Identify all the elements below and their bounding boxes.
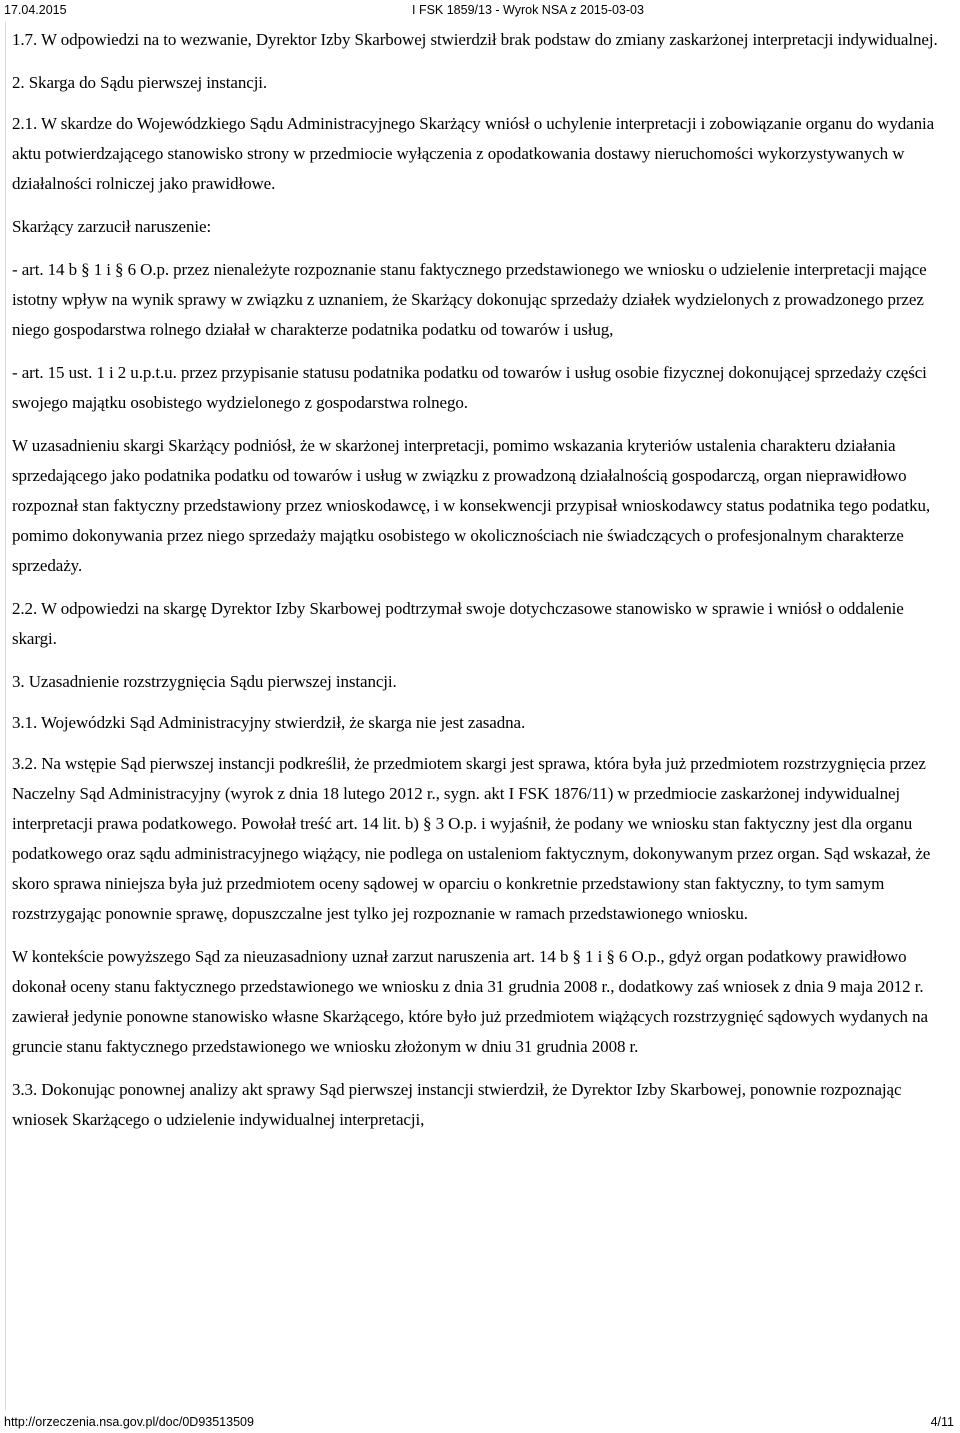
document-title: I FSK 1859/13 - Wyrok NSA z 2015-03-03 — [412, 3, 644, 17]
paragraph-3-2: 3.2. Na wstępie Sąd pierwszej instancji podkreślił, że przedmiotem skargi jest sprawa, która była już przedmiotem rozstrzygnięcia przez Naczelny Sąd Administracyjny (wyrok z dnia 18 lutego 2012 r., sygn. akt I FSK 1876/11) w przedmiocie zaskarżonej indywidualnej interpretacji prawa podatkowego. Powołał treść art. 14 lit. b) § 3 O.p. i wyjaśnił, że podany we wniosku stan faktyczny jest dla organu podatkowego oraz sądu administracyjnego wiążący, nie podlega on ustaleniom faktycznym, dokonywanym przez organ. Sąd wskazał, że skoro sprawa niniejsza była już przedmiotem oceny sądowej w oparciu o konkretnie przedstawiony stan faktyczny, to tym samym rozstrzygając ponownie sprawę, dopuszczalne jest tylko jej rozpoznanie w ramach przedstawionego wniosku. — [12, 754, 931, 923]
document-body — [12, 25, 942, 1148]
paragraph-charge-1: - art. 14 b § 1 i § 6 O.p. przez nienależyte rozpoznanie stanu faktycznego przedstawionego we wniosku o udzielenie interpretacji mające istotny wpływ na wynik sprawy w związku z uznaniem, że Skarżący dokonując sprzedaży działek wydzielonych z prowadzonego przez niego gospodarstwa rolnego działał w charakterze podatnika podatku od towarów i usług, — [12, 260, 927, 339]
print-footer — [4, 1414, 954, 1432]
print-date: 17.04.2015 — [4, 3, 67, 17]
paragraph-context: W kontekście powyższego Sąd za nieuzasadniony uznał zarzut naruszenia art. 14 b § 1 i § 6 O.p., gdyż organ podatkowy prawidłowo dokonał oceny stanu faktycznego przedstawionego we wniosku z dnia 31 grudnia 2008 r., dodatkowy zaś wniosek z dnia 9 maja 2012 r. zawierał jedynie ponowne stanowisko własne Skarżącego, które było już przedmiotem wiążących rozstrzygnięć sądowych wydanych na gruncie stanu faktycznego przedstawionego we wniosku złożonym w dniu 31 grudnia 2008 r. — [12, 947, 928, 1056]
paragraph-3-1: 3.1. Wojewódzki Sąd Administracyjny stwierdził, że skarga nie jest zasadna. — [12, 713, 526, 732]
paragraph-2-2: 2.2. W odpowiedzi na skargę Dyrektor Izby Skarbowej podtrzymał swoje dotychczasowe stanowisko w sprawie i wniósł o oddalenie skargi. — [12, 599, 904, 648]
print-header — [4, 2, 954, 20]
paragraph-2-1: 2.1. W skardze do Wojewódzkiego Sądu Administracyjnego Skarżący wniósł o uchylenie interpretacji i zobowiązanie organu do wydania aktu potwierdzającego stanowisko strony w przedmiocie wyłączenia z opodatkowania dostawy nieruchomości wykorzystywanych w działalności rolniczej jako prawidłowe. — [12, 114, 935, 193]
source-url[interactable]: http://orzeczenia.nsa.gov.pl/doc/0D93513509 — [4, 1415, 254, 1429]
paragraph-charge-2: - art. 15 ust. 1 i 2 u.p.t.u. przez przypisanie statusu podatnika podatku od towarów i usług osobie fizycznej dokonującej sprzedaży części swojego majątku osobistego wydzielonego z gospodarstwa rolnego. — [12, 363, 927, 412]
section-heading-2: 2. Skarga do Sądu pierwszej instancji. — [12, 73, 268, 92]
page-left-border — [5, 22, 6, 1410]
paragraph-3-3: 3.3. Dokonując ponownej analizy akt sprawy Sąd pierwszej instancji stwierdził, że Dyrektor Izby Skarbowej, ponownie rozpoznając wniosek Skarżącego o udzielenie indywidualnej interpretacji, — [12, 1080, 902, 1129]
section-heading-3: 3. Uzasadnienie rozstrzygnięcia Sądu pierwszej instancji. — [12, 672, 397, 691]
page-number: 4/11 — [930, 1415, 954, 1429]
paragraph-justification: W uzasadnieniu skargi Skarżący podniósł, że w skarżonej interpretacji, pomimo wskazania kryteriów ustalenia charakteru działania sprzedającego jako podatnika podatku od towarów i usług w związku z prowadzoną działalnością gospodarczą, organ nieprawidłowo rozpoznał stan faktyczny przedstawiony przez wnioskodawcę, i w konsekwencji przypisał wnioskodawcy status podatnika tego podatku, pomimo dokonywania przez niego sprzedaży majątku osobistego w okolicznościach nie świadczących o profesjonalnym charakterze sprzedaży. — [12, 436, 931, 575]
paragraph-1-7: 1.7. W odpowiedzi na to wezwanie, Dyrektor Izby Skarbowej stwierdził brak podstaw do zmiany zaskarżonej interpretacji indywidualnej. — [12, 30, 938, 49]
paragraph-charges-intro: Skarżący zarzucił naruszenie: — [12, 217, 212, 236]
